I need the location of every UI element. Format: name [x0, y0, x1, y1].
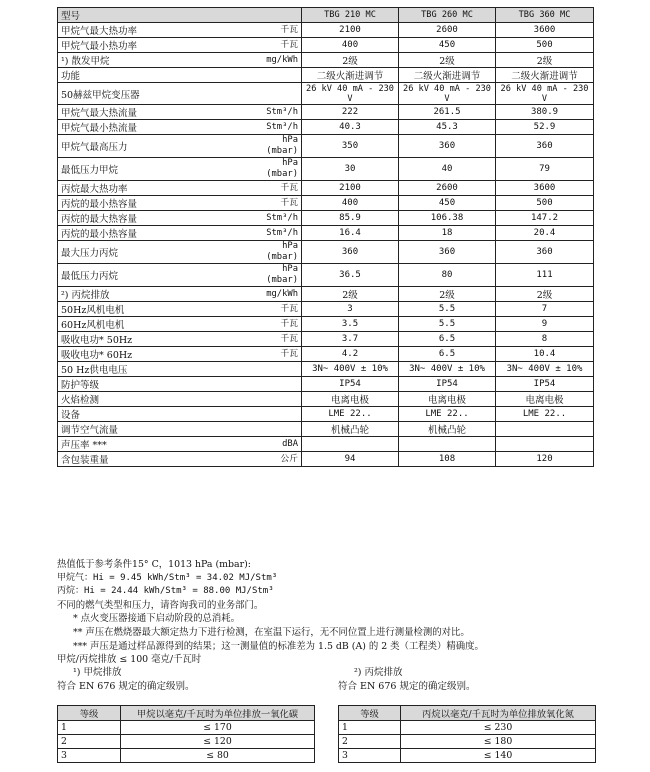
value-cell: 2级 [302, 53, 399, 68]
row-unit: 千瓦 [280, 182, 298, 193]
value-cell: 3N~ 400V ± 10% [399, 362, 496, 377]
row-unit-bottom: (mbar) [266, 169, 298, 179]
propane-nox: ≤ 180 [401, 735, 596, 749]
value-cell: 2级 [302, 287, 399, 302]
value-cell [496, 437, 594, 452]
methane-class: 1 [58, 721, 121, 735]
row-label: ¹) 散发甲烷 [61, 56, 110, 67]
row-label: 丙烷的最小热容量 [61, 229, 138, 240]
footnotes [57, 666, 617, 696]
value-cell: 3N~ 400V ± 10% [496, 362, 594, 377]
table-row [58, 377, 594, 392]
row-label-cell [58, 452, 302, 467]
value-cell: 2600 [399, 23, 496, 38]
table-row [58, 181, 594, 196]
note-sound-pressure: ** 声压在燃烧器最大额定热力下进行检测，在室温下运行，无不同位置上进行测量检测的对比。 [73, 626, 470, 638]
value-cell: 360 [399, 135, 496, 158]
value-cell: 222 [302, 105, 399, 120]
row-label-cell [58, 23, 302, 38]
note-methane-hi: 甲烷气：Hi = 9.45 kWh/Stm³ = 34.02 MJ/Stm³ [57, 572, 278, 583]
row-label-cell [58, 422, 302, 437]
row-label-cell [58, 347, 302, 362]
value-cell: 2100 [302, 181, 399, 196]
row-unit-top: hPa [282, 264, 298, 274]
footnote-methane-text: 符合 EN 676 规定的确定级别。 [57, 680, 195, 692]
value-cell: 6.5 [399, 332, 496, 347]
row-unit-bottom: (mbar) [266, 275, 298, 285]
methane-co: ≤ 170 [121, 721, 315, 735]
row-label: 最低压力丙烷 [61, 271, 119, 282]
row-label: 50赫兹甲烷变压器 [61, 89, 140, 101]
value-cell: 20.4 [496, 226, 594, 241]
value-cell: 机械凸轮 [302, 422, 399, 437]
table-row [58, 287, 594, 302]
value-cell: 6.5 [399, 347, 496, 362]
row-unit: 公斤 [280, 453, 298, 464]
methane-class: 3 [58, 749, 121, 763]
value-cell: 5.5 [399, 317, 496, 332]
row-label: 丙烷最大热功率 [61, 184, 128, 195]
row-label: 50Hz风机电机 [61, 305, 125, 316]
table-row [58, 120, 594, 135]
row-unit: dBA [282, 438, 298, 449]
value-cell: 450 [399, 38, 496, 53]
value-cell: IP54 [399, 377, 496, 392]
row-label: 最大压力丙烷 [61, 248, 119, 259]
row-label-cell [58, 120, 302, 135]
value-cell: 26 kV 40 mA - 230 V [302, 83, 399, 105]
value-cell: 2级 [399, 287, 496, 302]
row-label-cell [58, 332, 302, 347]
table-row [58, 264, 594, 287]
value-cell: 二级火渐进调节 [399, 68, 496, 83]
table-row [339, 749, 596, 763]
value-cell: 10.4 [496, 347, 594, 362]
row-label-cell [58, 362, 302, 377]
row-label: 吸收电功* 60Hz [61, 350, 133, 361]
value-cell: 45.3 [399, 120, 496, 135]
value-cell: 85.9 [302, 211, 399, 226]
value-cell: 5.5 [399, 302, 496, 317]
row-label-cell [58, 241, 302, 264]
value-cell: LME 22.. [399, 407, 496, 422]
row-label-cell [58, 437, 302, 452]
model-260: TBG 260 MC [399, 8, 496, 23]
row-label-cell [58, 377, 302, 392]
table-row [339, 735, 596, 749]
row-label-cell [58, 53, 302, 68]
value-cell: 9 [496, 317, 594, 332]
row-label: 甲烷气最小热流量 [61, 123, 138, 134]
value-cell: 360 [302, 241, 399, 264]
propane-class: 1 [339, 721, 401, 735]
table-row [58, 347, 594, 362]
value-cell: 二级火渐进调节 [302, 68, 399, 83]
value-cell: 7 [496, 302, 594, 317]
row-label: 60Hz风机电机 [61, 320, 125, 331]
propane-nox: ≤ 230 [401, 721, 596, 735]
row-unit: 千瓦 [280, 333, 298, 344]
value-cell: 106.38 [399, 211, 496, 226]
value-cell: 360 [496, 135, 594, 158]
table-row [58, 38, 594, 53]
row-unit: Stm³/h [266, 106, 298, 117]
value-cell: IP54 [496, 377, 594, 392]
table-row [58, 226, 594, 241]
row-label-cell [58, 287, 302, 302]
row-label: 含包装重量 [61, 455, 109, 466]
specifications-table [57, 7, 594, 467]
table-row [58, 407, 594, 422]
note-emission-limit: 甲烷/丙烷排放 ≤ 100 毫克/千瓦时 [57, 654, 202, 666]
value-cell: 2100 [302, 23, 399, 38]
row-label: 甲烷气最大热流量 [61, 108, 138, 119]
value-cell: 4.2 [302, 347, 399, 362]
value-cell: 2级 [496, 287, 594, 302]
methane-co: ≤ 120 [121, 735, 315, 749]
row-unit [266, 241, 298, 263]
value-cell: 3.7 [302, 332, 399, 347]
row-label: 丙烷的最小热容量 [61, 199, 138, 210]
table-row [58, 422, 594, 437]
row-unit: Stm³/h [266, 121, 298, 132]
notes [57, 558, 617, 667]
row-unit-top: hPa [282, 158, 298, 168]
row-label: 声压率 *** [61, 440, 107, 451]
methane-class-header: 等级 [58, 706, 121, 721]
table-row [58, 362, 594, 377]
row-label: 火焰检测 [61, 395, 100, 406]
value-cell: 2级 [496, 53, 594, 68]
footnote-propane-title: ²) 丙烷排放 [354, 667, 403, 678]
row-label-cell [58, 302, 302, 317]
propane-class: 2 [339, 735, 401, 749]
propane-nox: ≤ 140 [401, 749, 596, 763]
row-label-cell [58, 226, 302, 241]
row-label-cell [58, 158, 302, 181]
row-label: 甲烷气最小热功率 [61, 41, 138, 52]
value-cell: 261.5 [399, 105, 496, 120]
row-label-cell [58, 317, 302, 332]
row-label-cell [58, 105, 302, 120]
table-row [58, 53, 594, 68]
value-cell: 2600 [399, 181, 496, 196]
table-row [58, 392, 594, 407]
value-cell: 30 [302, 158, 399, 181]
value-cell: 500 [496, 196, 594, 211]
row-unit-top: hPa [282, 135, 298, 145]
value-cell [399, 437, 496, 452]
row-unit: mg/kWh [266, 288, 298, 299]
table-row [58, 158, 594, 181]
table-row [58, 211, 594, 226]
value-cell: LME 22.. [496, 407, 594, 422]
value-cell: 电离电极 [399, 392, 496, 407]
propane-class-header: 等级 [339, 706, 401, 721]
value-cell: 350 [302, 135, 399, 158]
value-cell: 400 [302, 196, 399, 211]
table-row [58, 735, 315, 749]
value-cell: 16.4 [302, 226, 399, 241]
row-label: 丙烷的最大热容量 [61, 214, 138, 225]
table-row [58, 721, 315, 735]
row-label: 最低压力甲烷 [61, 165, 119, 176]
value-cell: 147.2 [496, 211, 594, 226]
row-unit [266, 135, 298, 157]
value-cell [496, 422, 594, 437]
table-row [58, 105, 594, 120]
value-cell: 52.9 [496, 120, 594, 135]
row-unit [266, 158, 298, 180]
value-cell: 8 [496, 332, 594, 347]
row-label-cell [58, 38, 302, 53]
methane-co-header: 甲烷以毫克/千瓦时为单位排放一氧化碳 [121, 706, 315, 721]
row-unit-bottom: (mbar) [266, 252, 298, 262]
value-cell: 电离电极 [302, 392, 399, 407]
row-unit: Stm³/h [266, 227, 298, 238]
table-row [58, 83, 594, 105]
row-unit: mg/kWh [266, 54, 298, 65]
table-row [58, 302, 594, 317]
value-cell: 3600 [496, 181, 594, 196]
row-unit: Stm³/h [266, 212, 298, 223]
table-row [58, 196, 594, 211]
row-label-cell [58, 196, 302, 211]
value-cell: 80 [399, 264, 496, 287]
value-cell: 26 kV 40 mA - 230 V [496, 83, 594, 105]
value-cell: 79 [496, 158, 594, 181]
model-210: TBG 210 MC [302, 8, 399, 23]
row-label-cell [58, 135, 302, 158]
value-cell: 380.9 [496, 105, 594, 120]
value-cell: 电离电极 [496, 392, 594, 407]
row-label-cell [58, 211, 302, 226]
row-unit: 千瓦 [280, 197, 298, 208]
row-unit: 千瓦 [280, 39, 298, 50]
value-cell: 机械凸轮 [399, 422, 496, 437]
table-row [58, 68, 594, 83]
note-sound-deviation: *** 声压是通过样品源得到的结果；这一测量值的标准差为 1.5 dB (A) 的 2 类（工程类）精确度。 [73, 640, 484, 652]
methane-co: ≤ 80 [121, 749, 315, 763]
header-row [58, 8, 594, 23]
value-cell: 3600 [496, 23, 594, 38]
row-label: 防护等级 [61, 380, 100, 391]
value-cell: 3 [302, 302, 399, 317]
row-label: ²) 丙烷排放 [61, 290, 110, 301]
row-label: 甲烷气最大热功率 [61, 26, 138, 37]
row-unit [266, 264, 298, 286]
table-row [58, 437, 594, 452]
footnote-methane-title: ¹) 甲烷排放 [73, 667, 122, 678]
value-cell: 360 [399, 241, 496, 264]
value-cell: 二级火渐进调节 [496, 68, 594, 83]
table-row [58, 749, 315, 763]
table-row [58, 135, 594, 158]
note-reference-conditions: 热值低于参考条件15° C，1013 hPa (mbar): [57, 559, 251, 570]
value-cell: 450 [399, 196, 496, 211]
value-cell: 94 [302, 452, 399, 467]
note-ignition: * 点火变压器接通下启动阶段的总消耗。 [73, 613, 241, 625]
footnote-propane-text: 符合 EN 676 规定的确定级别。 [338, 680, 476, 692]
value-cell: 26 kV 40 mA - 230 V [399, 83, 496, 105]
row-label: 功能 [61, 71, 81, 82]
row-label-cell [58, 407, 302, 422]
row-label-cell [58, 83, 302, 105]
table-row [58, 332, 594, 347]
table-row [58, 23, 594, 38]
table-row [339, 721, 596, 735]
value-cell: 40 [399, 158, 496, 181]
header-label: 型号 [58, 8, 302, 23]
row-label-cell [58, 392, 302, 407]
value-cell: 108 [399, 452, 496, 467]
propane-nox-header: 丙烷以毫克/千瓦时为单位排放氧化氮 [401, 706, 596, 721]
row-unit: 千瓦 [280, 303, 298, 314]
propane-class: 3 [339, 749, 401, 763]
row-unit: 千瓦 [280, 24, 298, 35]
note-consult: 不同的燃气类型和压力，请咨询我司的业务部门。 [57, 599, 264, 611]
row-label-cell [58, 264, 302, 287]
value-cell: IP54 [302, 377, 399, 392]
value-cell: 18 [399, 226, 496, 241]
value-cell: 120 [496, 452, 594, 467]
value-cell: 360 [496, 241, 594, 264]
value-cell: 400 [302, 38, 399, 53]
methane-class: 2 [58, 735, 121, 749]
row-label: 吸收电功* 50Hz [61, 335, 133, 346]
value-cell: 3.5 [302, 317, 399, 332]
row-label: 调节空气流量 [61, 425, 119, 436]
methane-emission-table [57, 705, 315, 763]
row-unit: 千瓦 [280, 318, 298, 329]
table-row [58, 241, 594, 264]
row-unit-bottom: (mbar) [266, 146, 298, 156]
value-cell [302, 437, 399, 452]
row-unit-top: hPa [282, 241, 298, 251]
row-label-cell [58, 181, 302, 196]
row-unit: 千瓦 [280, 348, 298, 359]
value-cell: 111 [496, 264, 594, 287]
value-cell: 2级 [399, 53, 496, 68]
value-cell: 40.3 [302, 120, 399, 135]
model-360: TBG 360 MC [496, 8, 594, 23]
row-label: 设备 [61, 410, 81, 421]
value-cell: LME 22.. [302, 407, 399, 422]
note-propane-hi: 丙烷：Hi = 24.44 kWh/Stm³ = 88.00 MJ/Stm³ [57, 586, 274, 597]
value-cell: 36.5 [302, 264, 399, 287]
table-row [58, 452, 594, 467]
row-label: 甲烷气最高压力 [61, 142, 128, 153]
row-label: 50 Hz供电电压 [61, 365, 128, 376]
value-cell: 500 [496, 38, 594, 53]
row-label-cell [58, 68, 302, 83]
table-row [58, 317, 594, 332]
propane-emission-table [338, 705, 596, 763]
value-cell: 3N~ 400V ± 10% [302, 362, 399, 377]
